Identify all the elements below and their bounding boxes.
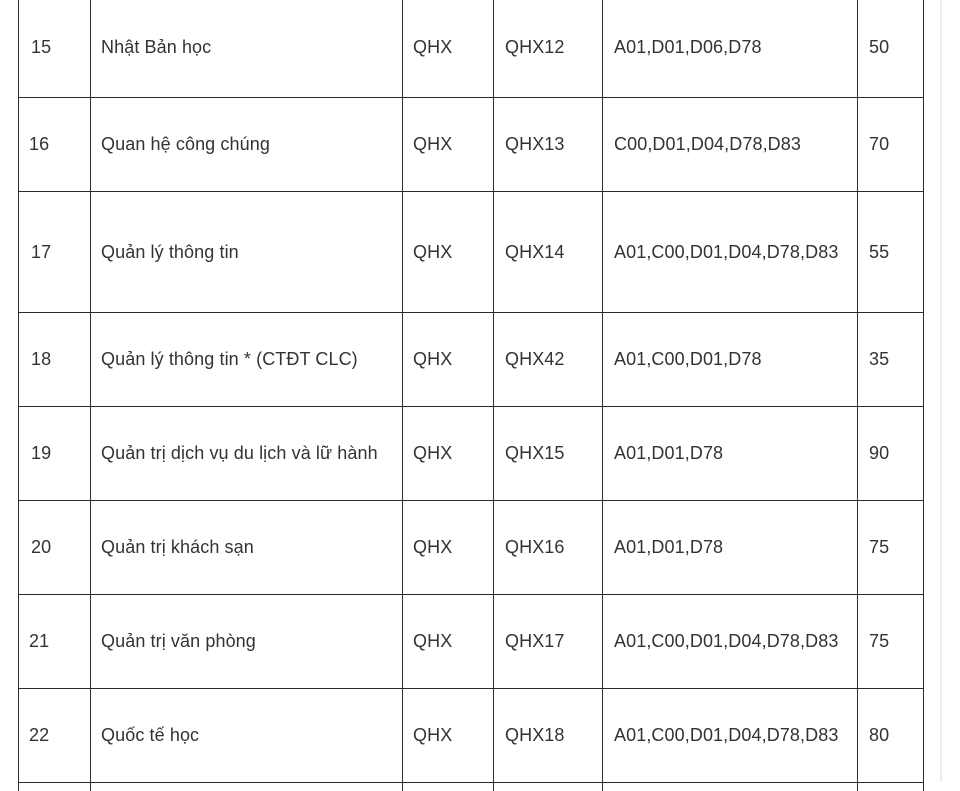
school-code-cell: QHX bbox=[403, 192, 494, 313]
subject-combos-cell: A01,C00,D01,D04,D78,D83 bbox=[603, 192, 858, 313]
major-code-cell: QHX15 bbox=[494, 407, 603, 501]
row-number-cell: 21 bbox=[19, 595, 91, 689]
school-code-cell: QHX bbox=[403, 0, 494, 98]
subject-combos-cell: A01,C00,D01,D04,D78,D83 bbox=[603, 689, 858, 783]
major-code-cell bbox=[494, 783, 603, 791]
subject-combos-cell: A01,D01,D78 bbox=[603, 501, 858, 595]
row-number-cell: 16 bbox=[19, 98, 91, 192]
row-number-cell: 15 bbox=[19, 0, 91, 98]
page-edge-divider bbox=[940, 0, 942, 782]
major-name-cell bbox=[91, 783, 403, 791]
major-name-cell: Quản lý thông tin bbox=[91, 192, 403, 313]
quota-cell: 90 bbox=[858, 407, 924, 501]
table-row bbox=[19, 313, 924, 407]
table-row bbox=[19, 0, 924, 98]
quota-cell: 55 bbox=[858, 192, 924, 313]
school-code-cell: QHX bbox=[403, 313, 494, 407]
major-code-cell: QHX13 bbox=[494, 98, 603, 192]
subject-combos-cell: A01,D01,D78 bbox=[603, 407, 858, 501]
table-row-partial bbox=[19, 783, 924, 791]
quota-cell: 80 bbox=[858, 689, 924, 783]
major-name-cell: Quản trị văn phòng bbox=[91, 595, 403, 689]
table-row bbox=[19, 192, 924, 313]
major-name-cell: Quản lý thông tin * (CTĐT CLC) bbox=[91, 313, 403, 407]
quota-cell: 75 bbox=[858, 595, 924, 689]
row-number-cell: 18 bbox=[19, 313, 91, 407]
major-code-cell: QHX18 bbox=[494, 689, 603, 783]
school-code-cell: QHX bbox=[403, 407, 494, 501]
school-code-cell: QHX bbox=[403, 98, 494, 192]
row-number-cell: 22 bbox=[19, 689, 91, 783]
school-code-cell: QHX bbox=[403, 689, 494, 783]
major-code-cell: QHX42 bbox=[494, 313, 603, 407]
quota-cell: 50 bbox=[858, 0, 924, 98]
table-row bbox=[19, 501, 924, 595]
school-code-cell: QHX bbox=[403, 595, 494, 689]
subject-combos-cell: A01,D01,D06,D78 bbox=[603, 0, 858, 98]
major-name-cell: Quản trị khách sạn bbox=[91, 501, 403, 595]
major-name-cell: Quốc tế học bbox=[91, 689, 403, 783]
school-code-cell bbox=[403, 783, 494, 791]
major-code-cell: QHX17 bbox=[494, 595, 603, 689]
table-row bbox=[19, 689, 924, 783]
school-code-cell: QHX bbox=[403, 501, 494, 595]
table-row bbox=[19, 407, 924, 501]
major-name-cell: Quan hệ công chúng bbox=[91, 98, 403, 192]
major-code-cell: QHX14 bbox=[494, 192, 603, 313]
major-name-cell: Quản trị dịch vụ du lịch và lữ hành bbox=[91, 407, 403, 501]
major-name-cell: Nhật Bản học bbox=[91, 0, 403, 98]
major-code-cell: QHX16 bbox=[494, 501, 603, 595]
table-row bbox=[19, 98, 924, 192]
quota-cell bbox=[858, 783, 924, 791]
row-number-cell: 19 bbox=[19, 407, 91, 501]
row-number-cell bbox=[19, 783, 91, 791]
row-number-cell: 20 bbox=[19, 501, 91, 595]
subject-combos-cell: A01,C00,D01,D78 bbox=[603, 313, 858, 407]
quota-cell: 75 bbox=[858, 501, 924, 595]
subject-combos-cell: A01,C00,D01,D04,D78,D83 bbox=[603, 595, 858, 689]
table-row bbox=[19, 595, 924, 689]
subject-combos-cell bbox=[603, 783, 858, 791]
quota-cell: 35 bbox=[858, 313, 924, 407]
admission-quota-table bbox=[18, 0, 924, 791]
row-number-cell: 17 bbox=[19, 192, 91, 313]
major-code-cell: QHX12 bbox=[494, 0, 603, 98]
subject-combos-cell: C00,D01,D04,D78,D83 bbox=[603, 98, 858, 192]
quota-cell: 70 bbox=[858, 98, 924, 192]
